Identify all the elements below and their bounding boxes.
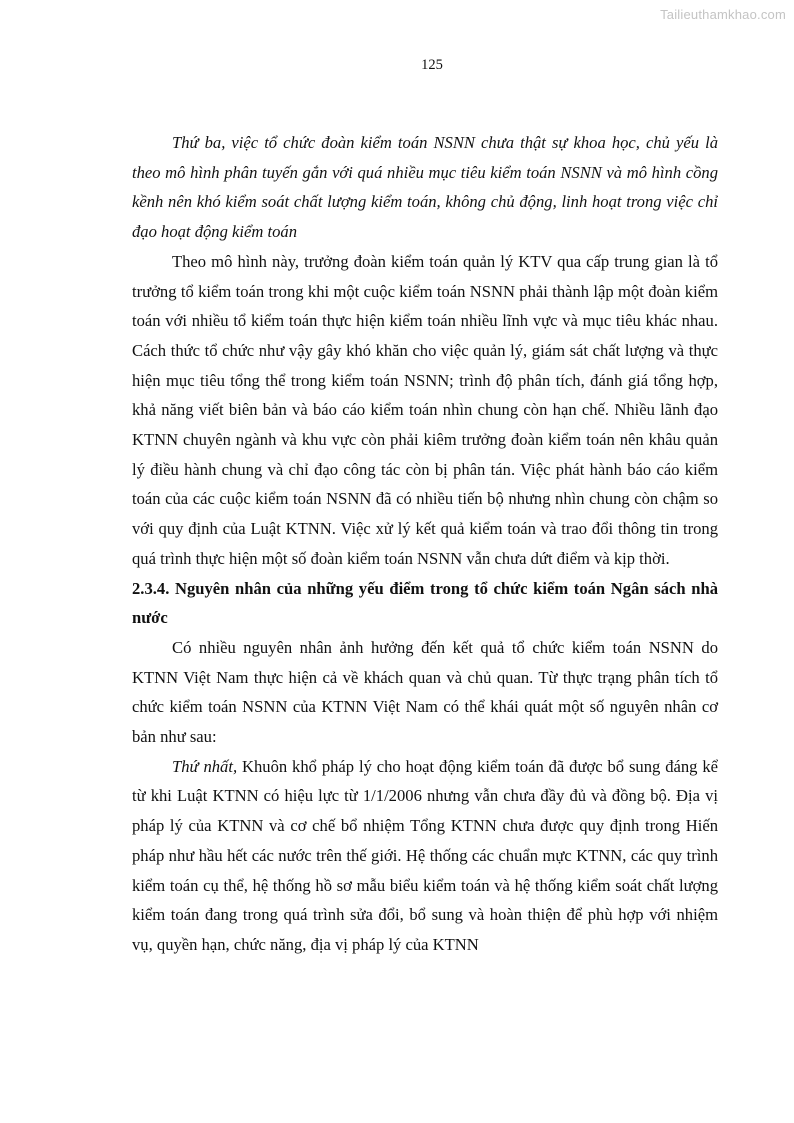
paragraph-thu-nhat — [132, 752, 718, 960]
paragraph-thu-ba: Thứ ba, việc tổ chức đoàn kiểm toán NSNN chưa thật sự khoa học, chủ yếu là theo mô hình phân tuyến gắn với quá nhiều mục tiêu kiểm toán NSNN và mô hình cồng kềnh nên khó kiểm soát chất lượng kiểm toán, không chủ động, linh hoạt trong việc chỉ đạo hoạt động kiểm toán — [132, 133, 718, 242]
watermark: Tailieuthamkhao.com — [660, 7, 786, 22]
paragraph-lead-text: Thứ nhất, — [172, 756, 238, 776]
section-heading: 2.3.4. Nguyên nhân của những yếu điểm trong tổ chức kiểm toán Ngân sách nhà nước — [132, 578, 718, 628]
document-body — [132, 128, 718, 960]
page-number: 125 — [421, 57, 443, 73]
paragraph-mo-hinh: Theo mô hình này, trưởng đoàn kiểm toán quản lý KTV qua cấp trung gian là tổ trưởng tổ kiểm toán trong khi một cuộc kiểm toán NSNN phải thành lập một đoàn kiểm toán với nhiều tổ kiểm toán thực hiện kiểm toán nhiều lĩnh vực và mục tiêu khác nhau. Cách thức tổ chức như vậy gây khó khăn cho việc quản lý, giám sát chất lượng và thực hiện mục tiêu tổng thể trong kiểm toán NSNN; trình độ phân tích, đánh giá tổng hợp, khả năng viết biên bản và báo cáo kiểm toán nhìn chung còn hạn chế. Nhiều lãnh đạo KTNN chuyên ngành và khu vực còn phải kiêm trưởng đoàn kiểm toán nên khâu quản lý điều hành chung và chỉ đạo công tác còn bị phân tán. Việc phát hành báo cáo kiểm toán của các cuộc kiểm toán NSNN đã có nhiều tiến bộ nhưng nhìn chung còn chậm so với quy định của Luật KTNN. Việc xử lý kết quả kiểm toán và trao đổi thông tin trong quá trình thực hiện một số đoàn kiểm toán NSNN vẫn chưa dứt điểm và kịp thời. — [132, 251, 718, 568]
paragraph-nguyen-nhan: Có nhiều nguyên nhân ảnh hưởng đến kết quả tổ chức kiểm toán NSNN do KTNN Việt Nam thực hiện cả về khách quan và chủ quan. Từ thực trạng phân tích tổ chức kiểm toán NSNN của KTNN Việt Nam có thể khái quát một số nguyên nhân cơ bản như sau: — [132, 637, 718, 747]
paragraph-body-text: Khuôn khổ pháp lý cho hoạt động kiểm toán đã được bổ sung đáng kể từ khi Luật KTNN có hiệu lực từ 1/1/2006 nhưng vẫn chưa đầy đủ và đồng bộ. Địa vị pháp lý của KTNN và cơ chế bổ nhiệm Tổng KTNN chưa được quy định trong Hiến pháp như hầu hết các nước trên thế giới. Hệ thống các chuẩn mực KTNN, các quy trình kiểm toán cụ thể, hệ thống hồ sơ mẫu biểu kiểm toán và hệ thống kiểm soát chất lượng kiểm toán đang trong quá trình sửa đổi, bổ sung và hoàn thiện để phù hợp với nhiệm vụ, quyền hạn, chức năng, địa vị pháp lý của KTNN — [132, 756, 718, 954]
